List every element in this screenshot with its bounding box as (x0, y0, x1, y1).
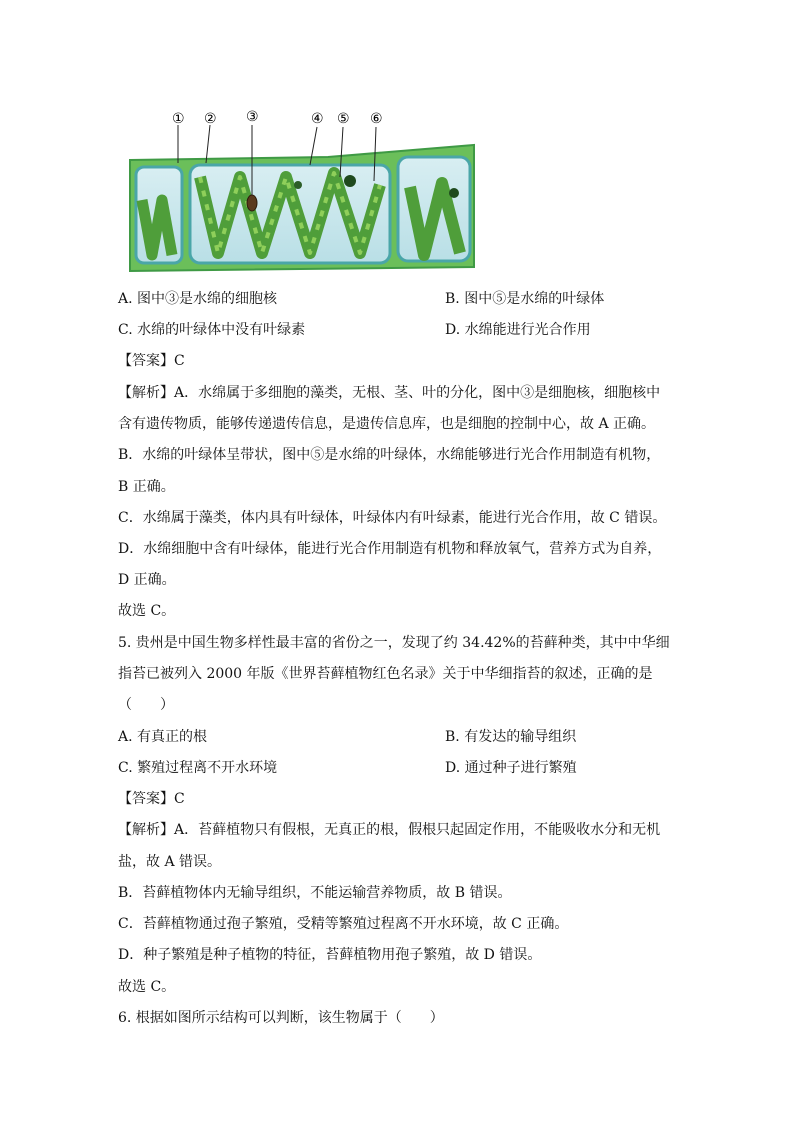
q4-answer: 【答案】C (118, 353, 185, 369)
spirogyra-illustration (128, 105, 478, 273)
figure-label-4: ④ (311, 111, 324, 127)
q4-analysis-line: D 正确。 (118, 572, 176, 588)
q5-option-a: A. 有真正的根 (118, 729, 208, 745)
q5-analysis-line: 故选 C。 (118, 979, 176, 995)
q4-option-c: C. 水绵的叶绿体中没有叶绿素 (118, 322, 306, 338)
q4-analysis-line: B．水绵的叶绿体呈带状，图中⑤是水绵的叶绿体，水绵能够进行光合作用制造有机物， (118, 447, 661, 463)
figure-label-2: ② (204, 111, 217, 127)
q5-answer: 【答案】C (118, 791, 185, 807)
q4-option-a: A. 图中③是水绵的细胞核 (118, 291, 278, 307)
q4-analysis-line: 含有遗传物质，能够传递遗传信息，是遗传信息库，也是细胞的控制中心，故 A 正确。 (118, 416, 656, 432)
q6-stem: 6. 根据如图所示结构可以判断，该生物属于（ ） (118, 1010, 444, 1026)
q5-stem-line: （ ） (118, 697, 174, 713)
figure-label-5: ⑤ (337, 111, 350, 127)
q4-option-b: B. 图中⑤是水绵的叶绿体 (445, 291, 605, 307)
q4-analysis-line: 故选 C。 (118, 603, 176, 619)
q5-analysis-line: 【解析】A．苔藓植物只有假根，无真正的根，假根只起固定作用，不能吸收水分和无机 (118, 822, 661, 838)
q5-option-c: C. 繁殖过程离不开水环境 (118, 760, 278, 776)
q5-analysis-line: D．种子繁殖是种子植物的特征，苔藓植物用孢子繁殖，故 D 错误。 (118, 947, 542, 963)
q4-analysis-line: C．水绵属于藻类，体内具有叶绿体，叶绿体内有叶绿素，能进行光合作用，故 C 错误。 (118, 510, 667, 526)
q5-analysis-line: 盐，故 A 错误。 (118, 854, 222, 870)
q5-stem-line: 指苔已被列入 2000 年版《世界苔藓植物红色名录》关于中华细指苔的叙述，正确的是 (118, 666, 653, 682)
chloroplast-left (142, 200, 172, 255)
figure-label-1: ① (172, 111, 185, 127)
figure-label-3: ③ (246, 109, 259, 125)
q5-option-d: D. 通过种子进行繁殖 (445, 760, 577, 776)
q4-option-d: D. 水绵能进行光合作用 (445, 322, 591, 338)
q5-analysis-line: C．苔藓植物通过孢子繁殖，受精等繁殖过程离不开水环境，故 C 正确。 (118, 916, 569, 932)
q4-analysis-line: 【解析】A．水绵属于多细胞的藻类，无根、茎、叶的分化，图中③是细胞核，细胞核中 (118, 385, 661, 401)
spirogyra-figure (128, 105, 478, 273)
figure-label-6: ⑥ (370, 111, 383, 127)
q5-analysis-line: B．苔藓植物体内无输导组织，不能运输营养物质，故 B 错误。 (118, 885, 512, 901)
nucleus (247, 195, 257, 211)
q4-analysis-line: B 正确。 (118, 479, 175, 495)
q5-option-b: B. 有发达的输导组织 (445, 729, 577, 745)
q5-stem-line: 5. 贵州是中国生物多样性最丰富的省份之一，发现了约 34.42%的苔藓种类，其中中华细 (118, 635, 670, 651)
q4-analysis-line: D．水绵细胞中含有叶绿体，能进行光合作用制造有机物和释放氧气，营养方式为自养， (118, 541, 662, 557)
